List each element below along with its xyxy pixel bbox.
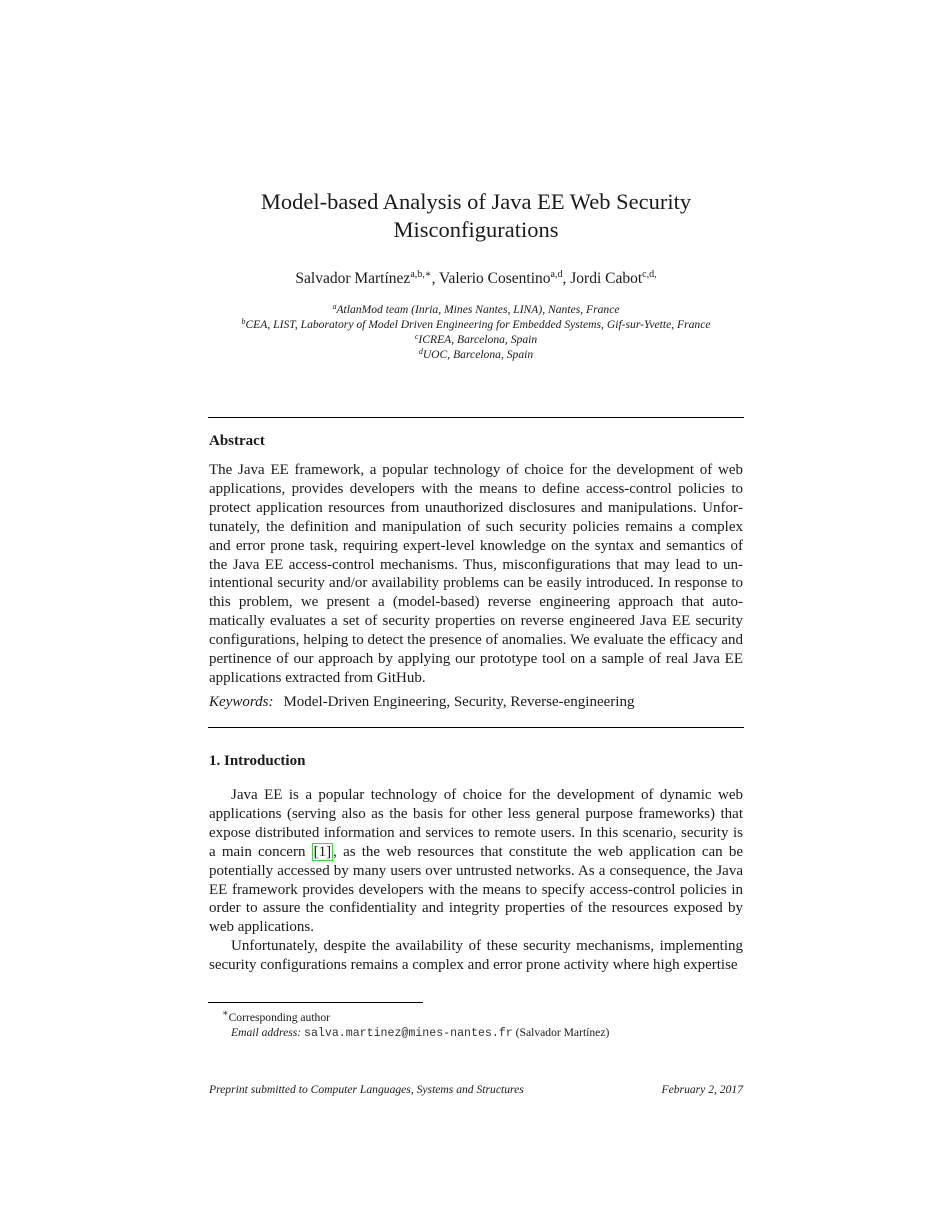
abstract-top-rule xyxy=(208,417,744,418)
affiliation-mark: a xyxy=(332,302,337,311)
title-line-1: Model-based Analysis of Java EE Web Security xyxy=(260,189,692,214)
affiliation-mark: b xyxy=(241,317,246,326)
footnote-corresponding-text: Corresponding author xyxy=(228,1010,331,1024)
paragraph-text: Java EE is a popular technology of choice for the development of dynamic web applications (serving also as the basis for other less general purpose frameworks) that expose distributed information and services to remote users. In this scenario, security is a main concern xyxy=(209,787,743,860)
email-label: Email address: xyxy=(231,1025,302,1039)
footnote-mark: ∗ xyxy=(222,1008,229,1019)
citation-link[interactable]: [1] xyxy=(313,843,332,860)
author-affil-marks: a,b,∗ xyxy=(410,269,432,280)
affiliation-mark: d xyxy=(418,347,423,356)
author-separator: , xyxy=(431,270,440,287)
affiliation-text: UOC, Barcelona, Spain xyxy=(422,348,534,361)
footer-submission: Preprint submitted to Computer Languages, Systems and Structures xyxy=(209,1083,524,1096)
abstract-heading: Abstract xyxy=(209,433,265,449)
author-list xyxy=(0,269,952,289)
keywords-label: Keywords: xyxy=(209,694,274,710)
intro-paragraph-2: Unfortunately, despite the availability of these security mechanisms, implementing security configurations remains a complex and error prone activity where high expertise xyxy=(209,938,743,974)
affiliation xyxy=(0,347,952,362)
author-separator: , xyxy=(562,270,571,287)
affiliation-text: CEA, LIST, Laboratory of Model Driven Engineering for Embedded Systems, Gif-sur-Yvette, France xyxy=(245,318,711,331)
abstract-text: The Java EE framework, a popular technology of choice for the development of web applications, provides developers with the means to define access-control policies to protect application resources from unauthorized disclosures and manipulations. Unfortunately, the definition and manipulation of such security policies remains a complex and error prone task, requiring expert-level knowledge on the syntax and semantics of the Java EE access-control mechanisms. Thus, misconfigurations that may lead to unintentional security and/or availability problems can be easily introduced. In response to this problem, we present a (model-based) reverse engineering approach that automatically evaluates a set of security properties on reverse engineered Java EE security configurations, helping to detect the presence of anomalies. We evaluate the efficacy and pertinence of our approach by applying our prototype tool on a sample of real Java EE applications extracted from GitHub. xyxy=(209,462,743,686)
abstract-body xyxy=(209,461,743,688)
email-address[interactable]: salva.martinez@mines-nantes.fr xyxy=(304,1026,513,1040)
author-name: Jordi Cabot xyxy=(570,270,643,287)
affiliation xyxy=(0,317,952,332)
author-name: Salvador Martínez xyxy=(295,270,411,287)
intro-paragraph-1 xyxy=(209,786,743,937)
keywords-list: Model-Driven Engineering, Security, Reverse-engineering xyxy=(283,694,635,710)
footnote-email xyxy=(222,1025,609,1041)
email-owner: (Salvador Martínez) xyxy=(515,1025,610,1039)
affiliation-mark: c xyxy=(414,332,419,341)
footer-date: February 2, 2017 xyxy=(661,1083,743,1096)
affiliation xyxy=(0,302,952,317)
author-affil-marks: a,d xyxy=(550,269,563,280)
author-affil-marks: c,d, xyxy=(642,269,657,280)
affiliation xyxy=(0,332,952,347)
title-line-2: Misconfigurations xyxy=(393,217,559,242)
footnote-corresponding xyxy=(222,1006,609,1025)
paper-title xyxy=(0,188,952,244)
affiliation-list xyxy=(0,302,952,362)
section-heading-introduction: 1. Introduction xyxy=(209,753,306,769)
introduction-body xyxy=(209,786,743,975)
author-name: Valerio Cosentino xyxy=(439,270,551,287)
affiliation-text: ICREA, Barcelona, Spain xyxy=(418,333,538,346)
abstract-bottom-rule xyxy=(208,727,744,728)
keywords xyxy=(209,694,634,711)
footnote-rule xyxy=(208,1002,423,1003)
affiliation-text: AtlanMod team (Inria, Mines Nantes, LINA), Nantes, France xyxy=(336,303,620,316)
paragraph-text: , as the web resources that constitute the web application can be potentially accessed by many users over untrusted networks. As a consequence, the Java EE framework provides developers with the means to specify access-control policies in order to assure the confidentiality and integrity properties of the resources exposed by web applications. xyxy=(209,843,743,936)
footnote xyxy=(222,1006,609,1041)
